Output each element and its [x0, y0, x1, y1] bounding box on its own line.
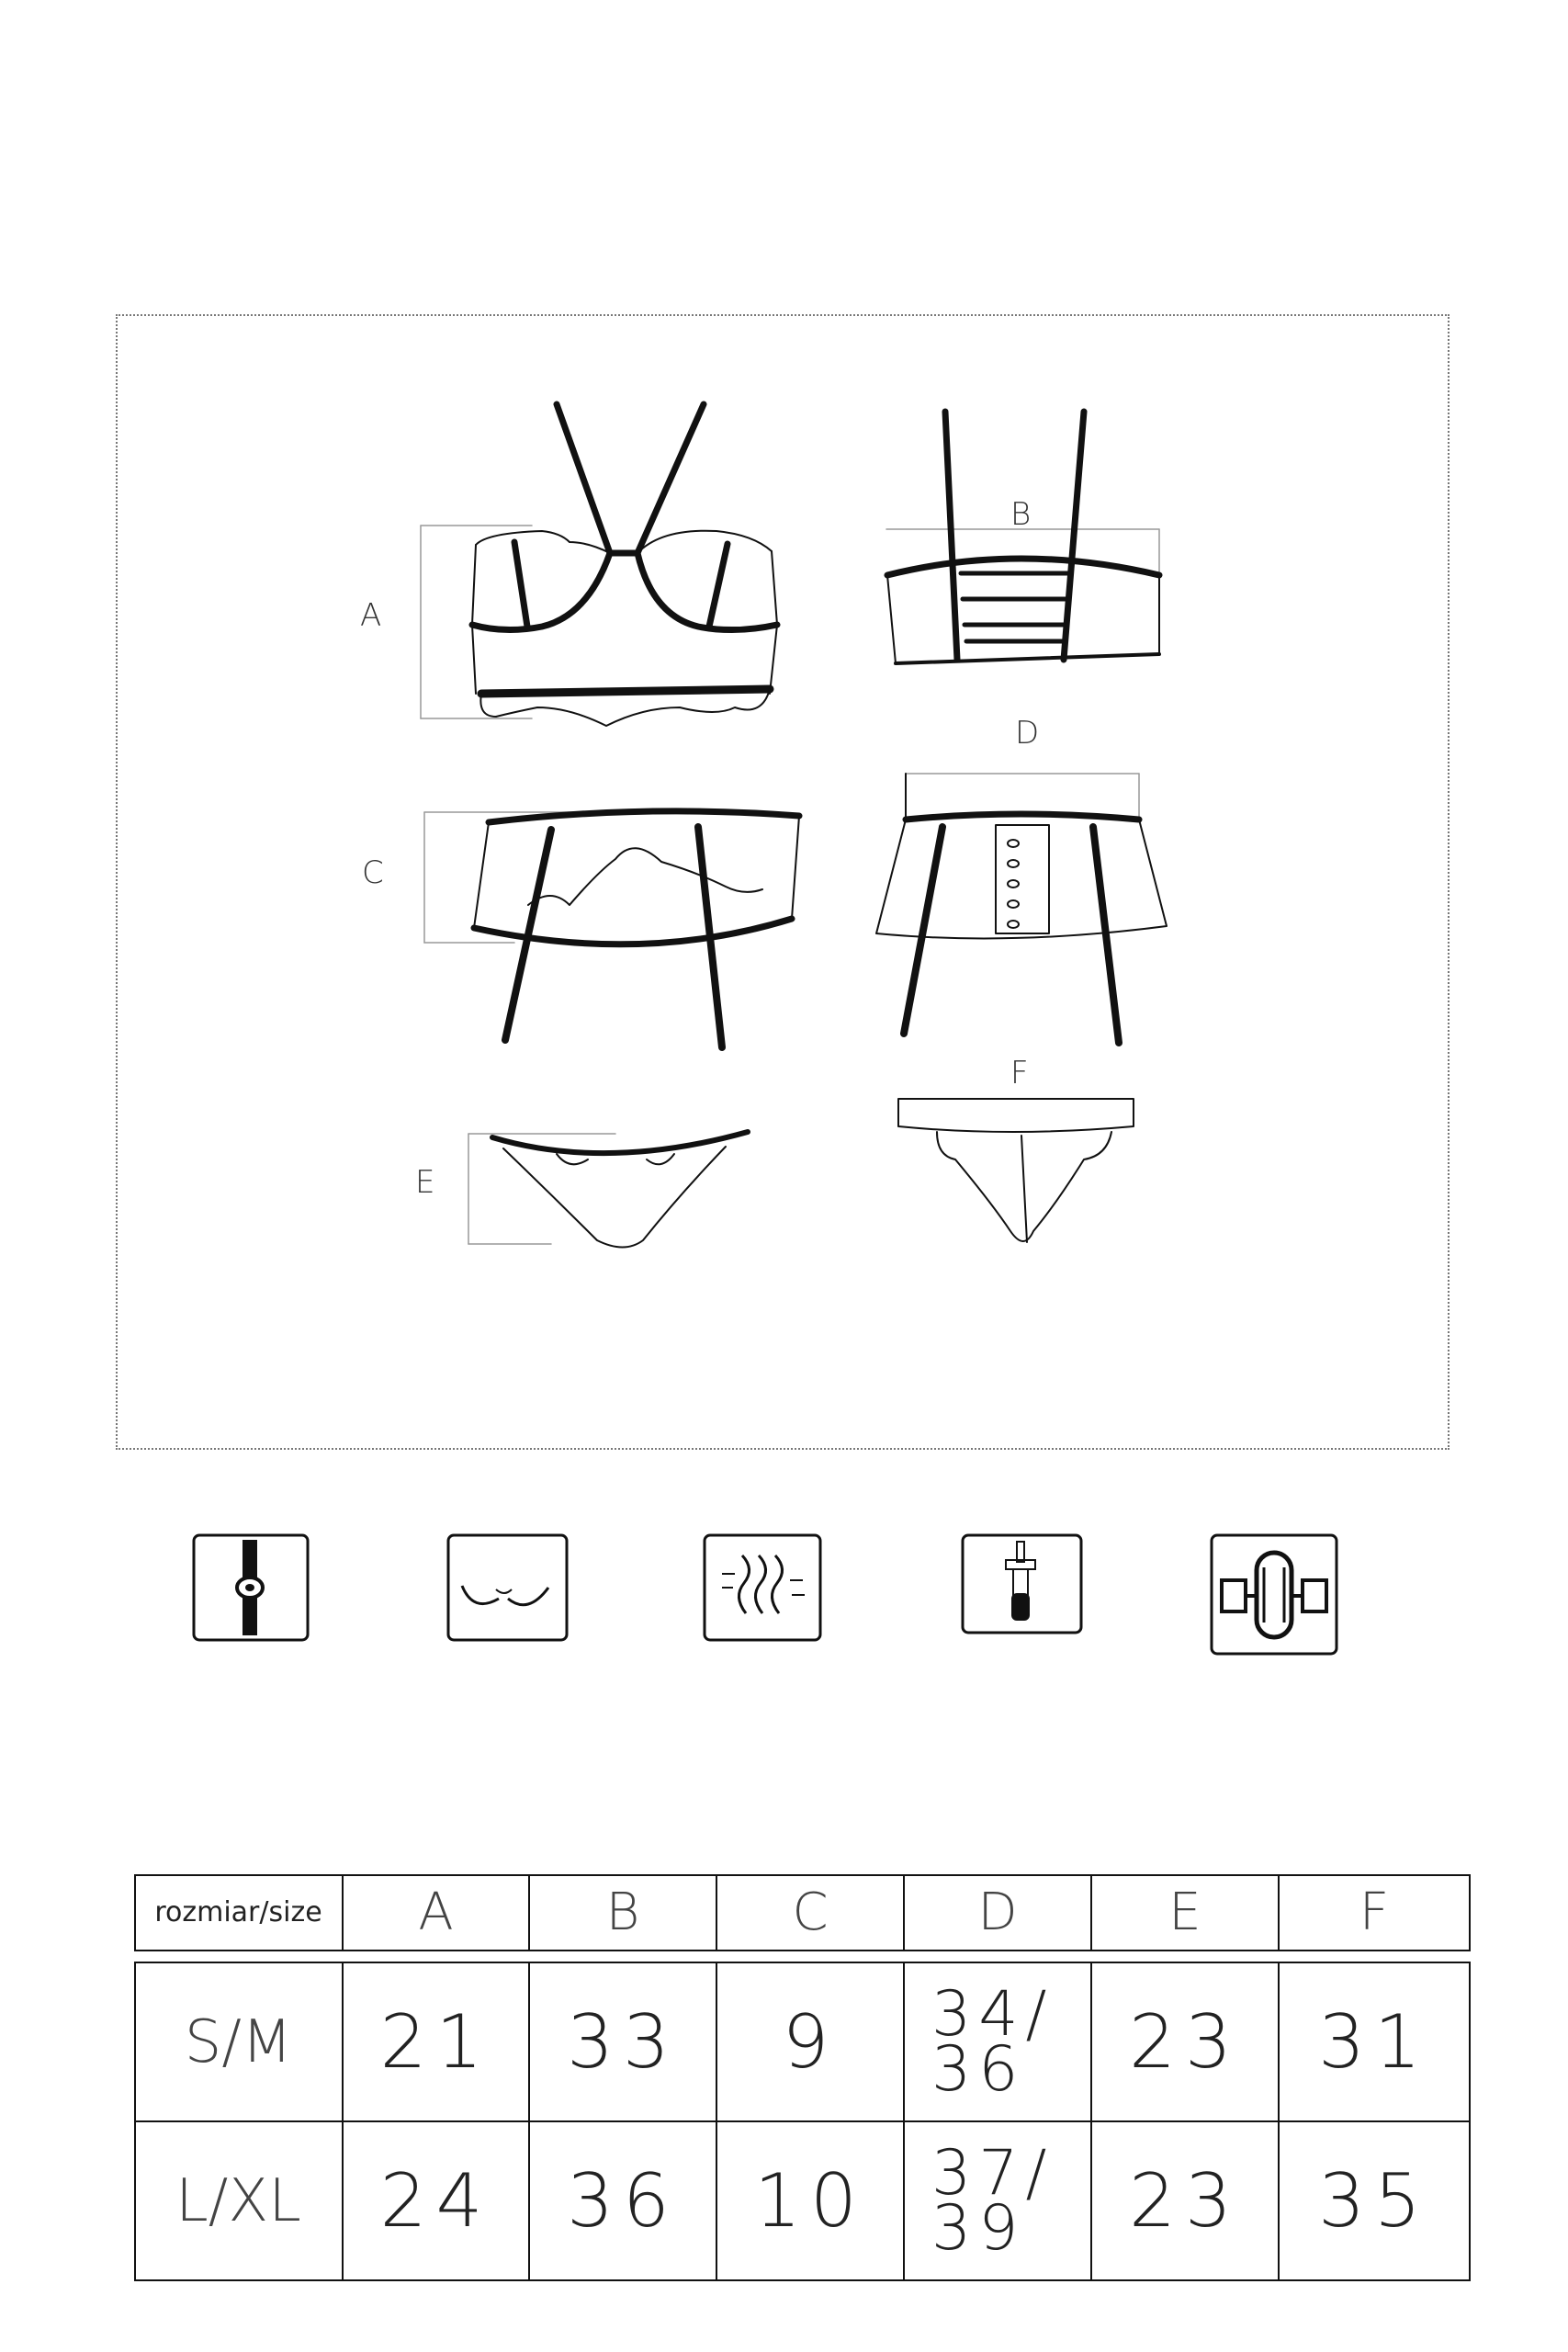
table-cell: 21	[379, 1999, 492, 2085]
label-e: E	[415, 1164, 435, 1201]
garment-d-belt-back	[876, 774, 1167, 1043]
table-cell: 23	[1129, 2158, 1241, 2244]
size-header-label: rozmiar/size	[154, 1896, 322, 1928]
garment-a-bra-front	[421, 404, 777, 726]
zipper-fastening-icon	[960, 1532, 1084, 1635]
column-header-b: B	[605, 1883, 640, 1942]
column-header-a: A	[418, 1883, 454, 1942]
label-a: A	[360, 597, 382, 634]
table-cell: 37/39	[931, 2136, 1055, 2265]
column-header-c: C	[792, 1883, 829, 1942]
table-cell: 24	[379, 2158, 492, 2244]
table-cell: 34/36	[931, 1977, 1055, 2106]
table-cell: 9	[782, 1999, 839, 2085]
column-header-d: D	[977, 1883, 1018, 1942]
underwire-cups-icon	[446, 1532, 570, 1643]
garment-b-bra-back	[886, 412, 1159, 663]
stretch-fabric-icon	[702, 1532, 823, 1643]
hook-clasp-icon	[1209, 1532, 1339, 1657]
label-f: F	[1010, 1055, 1029, 1091]
table-cell: 36	[567, 2158, 679, 2244]
label-d: D	[1015, 715, 1040, 752]
adjustable-strap-icon	[191, 1532, 310, 1643]
label-b: B	[1010, 496, 1032, 533]
column-header-f: F	[1359, 1883, 1390, 1942]
table-cell: 23	[1129, 1999, 1241, 2085]
garment-f-briefs-back	[898, 1099, 1134, 1242]
table-cell: 35	[1318, 2158, 1430, 2244]
table-cell: 33	[567, 1999, 679, 2085]
column-header-e: E	[1168, 1883, 1201, 1942]
size-row-label: L/XL	[175, 2166, 301, 2235]
label-c: C	[362, 854, 384, 891]
garment-c-belt-front	[424, 811, 799, 1047]
table-cell: 31	[1318, 1999, 1430, 2085]
table-cell: 10	[754, 2158, 866, 2244]
garment-e-briefs-front	[468, 1132, 748, 1248]
size-row-label: S/M	[184, 2007, 293, 2076]
